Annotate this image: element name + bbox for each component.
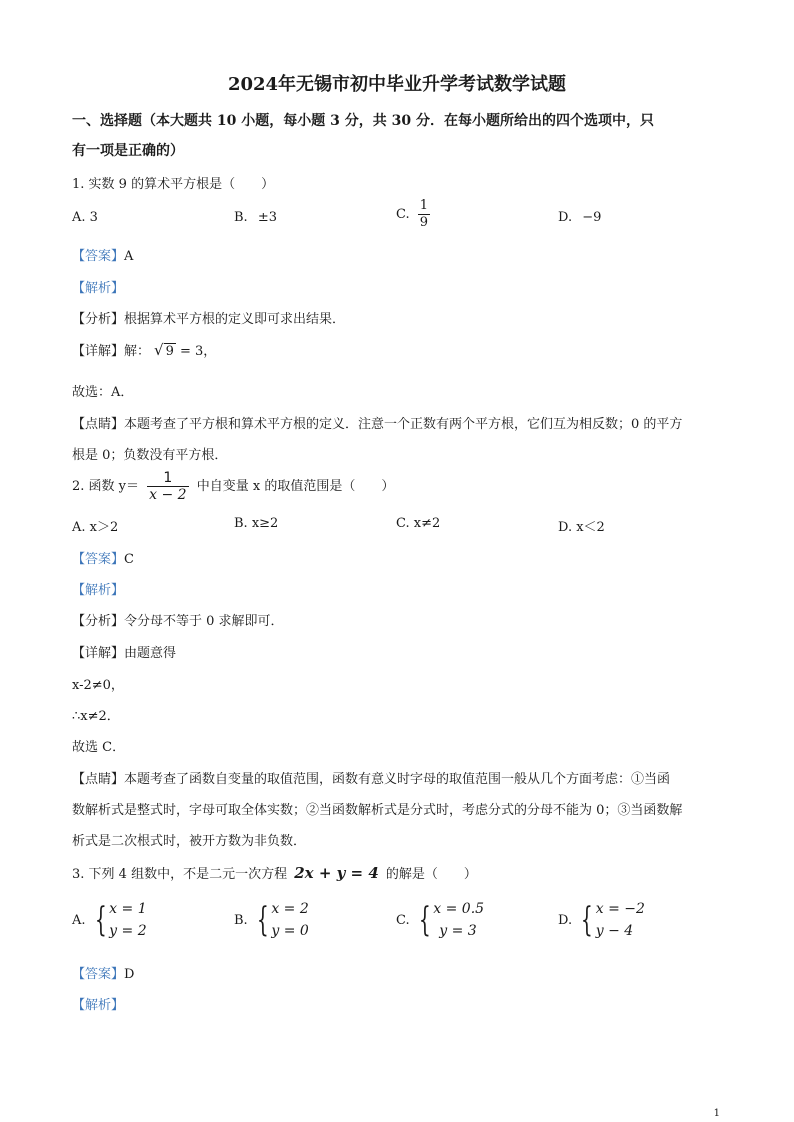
q1-option-d-label: D. — [558, 210, 573, 225]
section-heading-line1: 一、选择题（本大题共 10 小题，每小题 3 分，共 30 分．在每小题所给出的四个选项中，只 — [72, 113, 654, 129]
q3-option-c — [396, 898, 484, 942]
q2-option-c: C. x≠2 — [396, 516, 441, 531]
q3-equation: 2x + y = 4 — [294, 864, 379, 882]
q2-answer-tag: 【答案】 — [72, 552, 125, 567]
q2-option-a: A. x＞2 — [72, 520, 119, 535]
q1-option-b-value: ±3 — [257, 210, 277, 225]
q3-stem-prefix: 3. 下列 4 组数中，不是二元一次方程 — [72, 867, 288, 882]
q1-option-d — [558, 210, 601, 225]
q1-option-b-label: B. — [234, 210, 248, 225]
q2-fraction-denominator: x − 2 — [149, 487, 187, 503]
q1-option-d-value: −9 — [582, 210, 602, 225]
q2-xiangjie-text: 由题意得 — [124, 646, 177, 661]
q2-dianjing-tag: 【点睛】 — [72, 772, 125, 787]
q2-step2: ∴x≠2． — [72, 709, 120, 724]
left-brace-icon: { — [418, 900, 431, 940]
page-title: 2024年无锡市初中毕业升学考试数学试题 — [227, 74, 567, 95]
q2-xiangjie — [72, 642, 176, 661]
left-brace-icon: { — [94, 900, 107, 940]
q2-stem-suffix: 中自变量 x 的取值范围是（ ） — [196, 479, 395, 494]
q1-option-c — [396, 198, 434, 231]
q2-fenxi — [72, 610, 284, 629]
q1-fenxi-text: 根据算术平方根的定义即可求出结果． — [124, 312, 346, 327]
q3-option-a-label: A. — [72, 912, 86, 928]
q3-option-a-line2: y = 2 — [109, 923, 147, 939]
q1-dianjing-line1 — [72, 413, 682, 432]
q1-fenxi — [72, 308, 345, 327]
q1-dianjing-tag: 【点睛】 — [72, 417, 125, 432]
q3-option-a — [72, 898, 147, 942]
q3-answer-value: D — [124, 967, 135, 982]
q1-xiangjie-tag: 【详解】 — [72, 344, 125, 359]
q2-dianjing-line2: 数解析式是整式时，字母可取全体实数；②当函数解析式是分式时，考虑分式的分母不能为 0；③当函数解 — [72, 803, 683, 818]
q3-option-b-label: B. — [234, 912, 248, 928]
q3-option-b-line1: x = 2 — [271, 901, 309, 917]
q1-option-a: A. 3 — [72, 210, 98, 225]
q3-stem-suffix: 的解是（ ） — [385, 867, 477, 882]
q3-answer-tag: 【答案】 — [72, 967, 125, 982]
q3-jiexi-tag: 【解析】 — [72, 998, 125, 1013]
q2-fenxi-tag: 【分析】 — [72, 614, 125, 629]
q3-stem — [72, 863, 477, 882]
q3-option-b-line2: y = 0 — [271, 923, 309, 939]
q2-stem — [72, 470, 394, 503]
q3-option-d-line2: y − 4 — [595, 923, 634, 939]
sqrt-symbol: √ 9 — [154, 341, 174, 359]
q3-option-c-line1: x = 0.5 — [433, 901, 485, 917]
q1-dianjing-line2: 根是 0；负数没有平方根． — [72, 448, 228, 463]
q1-choose: 故选：A． — [72, 385, 134, 400]
q1-answer — [72, 245, 133, 264]
q2-step1: x-2≠0， — [72, 678, 124, 693]
q1-answer-tag: 【答案】 — [72, 249, 125, 264]
q1-answer-value: A — [124, 249, 134, 264]
q2-fraction-numerator: 1 — [147, 470, 188, 487]
q1-option-c-denominator: 9 — [419, 215, 429, 230]
left-brace-icon: { — [580, 900, 593, 940]
q3-option-c-label: C. — [396, 912, 410, 928]
q1-option-b — [234, 210, 277, 225]
q2-dianjing-text1: 本题考查了函数自变量的取值范围，函数有意义时字母的取值范围一般从几个方面考虑：①当函 — [124, 772, 671, 787]
q1-radicand: 9 — [165, 344, 174, 359]
q2-stem-prefix: 2. 函数 y＝ — [72, 479, 140, 494]
q3-option-d-label: D. — [558, 912, 573, 928]
page-number: 1 — [713, 1108, 720, 1119]
q1-option-c-label: C. — [396, 207, 410, 222]
q1-option-c-fraction — [418, 198, 430, 231]
q1-jiexi-tag: 【解析】 — [72, 281, 125, 296]
q3-answer — [72, 963, 134, 982]
q2-choose: 故选 C． — [72, 740, 126, 755]
q1-stem: 1. 实数 9 的算术平方根是（ ） — [72, 177, 275, 192]
q3-option-a-line1: x = 1 — [109, 901, 147, 917]
q2-answer-value: C — [124, 552, 134, 567]
q1-dianjing-text1: 本题考查了平方根和算术平方根的定义．注意一个正数有两个平方根，它们互为相反数；0 的平方 — [124, 417, 683, 432]
q1-option-c-numerator: 1 — [419, 198, 429, 213]
q2-fraction — [147, 470, 188, 503]
q1-xiangjie-prefix: 解： — [124, 344, 151, 359]
q2-xiangjie-tag: 【详解】 — [72, 646, 125, 661]
q3-option-b — [234, 898, 309, 942]
q2-answer — [72, 548, 134, 567]
q1-xiangjie-rest: = 3， — [175, 344, 217, 359]
q2-fenxi-text: 令分母不等于 0 求解即可． — [124, 614, 284, 629]
q2-option-b: B. x≥2 — [234, 516, 279, 531]
q2-option-d: D. x＜2 — [558, 520, 605, 535]
q2-dianjing-line1 — [72, 768, 670, 787]
q3-option-d — [558, 898, 645, 942]
q2-dianjing-line3: 析式是二次根式时，被开方数为非负数． — [72, 834, 307, 849]
q1-fenxi-tag: 【分析】 — [72, 312, 125, 327]
q3-option-c-line2: y = 3 — [439, 923, 477, 939]
left-brace-icon: { — [256, 900, 269, 940]
q1-xiangjie — [72, 340, 216, 359]
q3-option-d-line1: x = −2 — [595, 901, 645, 917]
section-heading-line2: 有一项是正确的） — [72, 143, 184, 159]
q2-jiexi-tag: 【解析】 — [72, 583, 125, 598]
